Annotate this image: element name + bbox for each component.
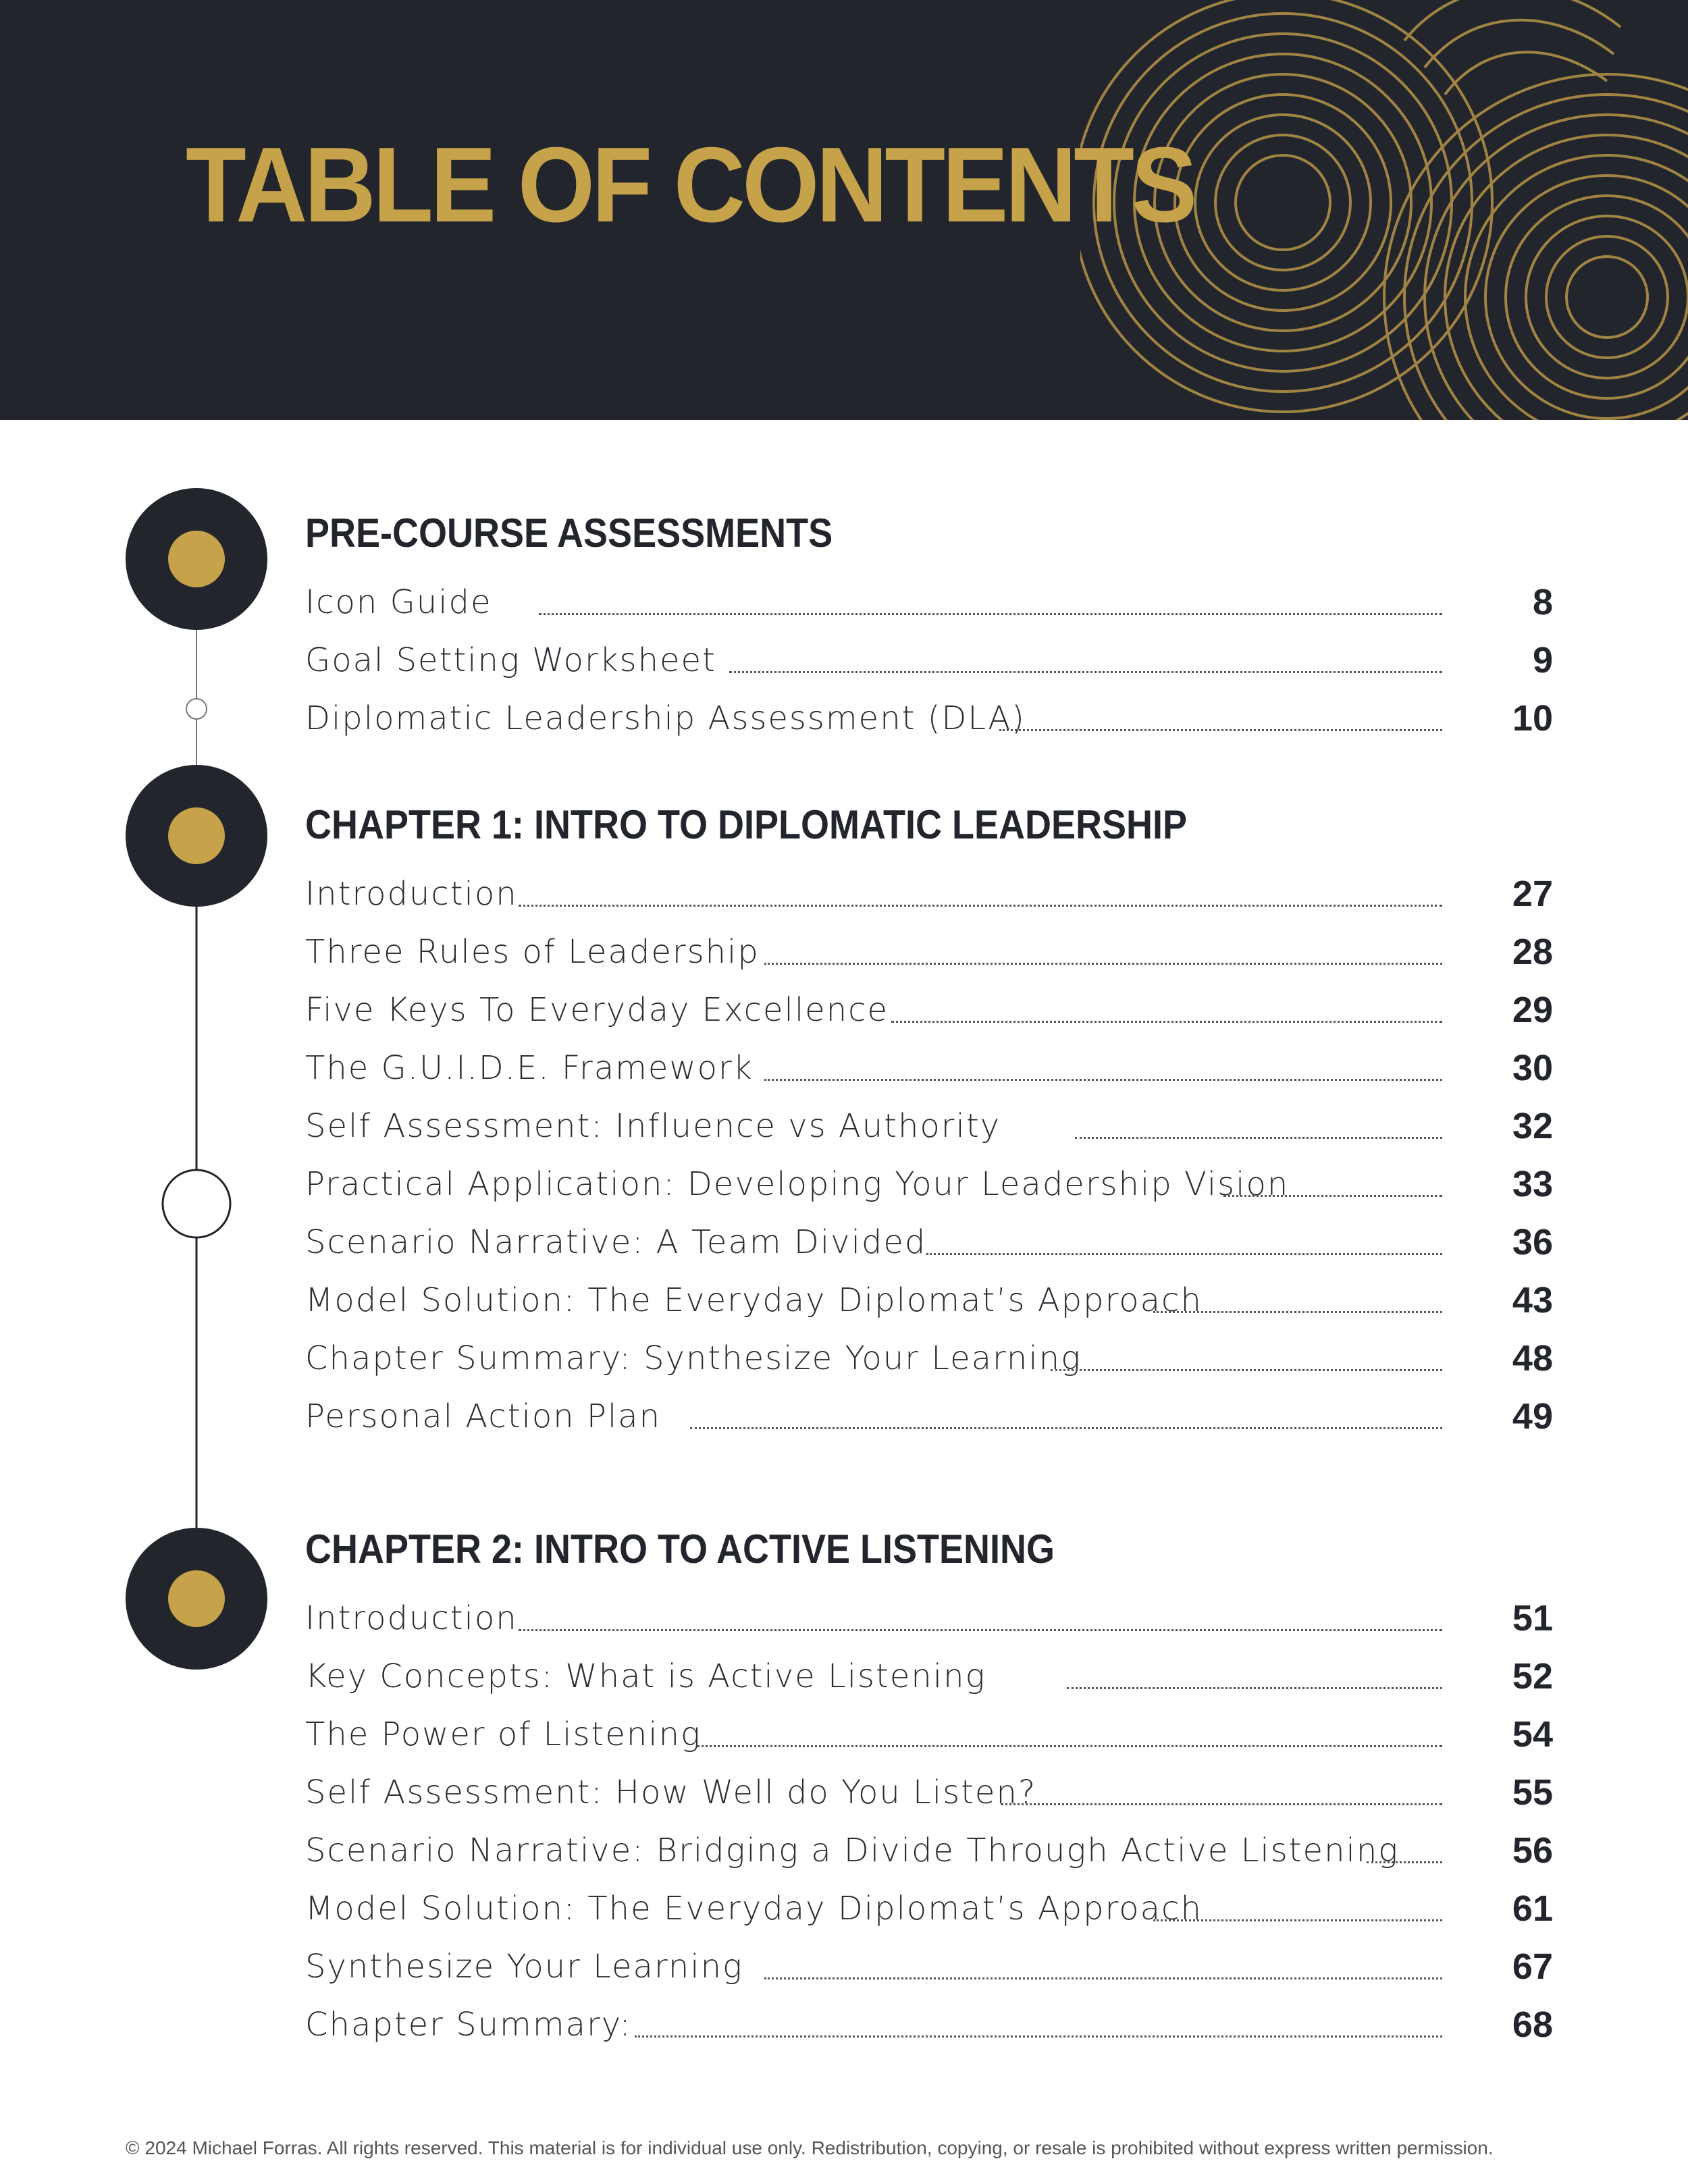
toc-entry[interactable] (305, 575, 1553, 629)
dotted-leader (1153, 1919, 1442, 1921)
toc-entry-page: 10 (1512, 698, 1553, 739)
toc-entry-page: 54 (1512, 1714, 1553, 1755)
dotted-leader (891, 1021, 1442, 1023)
toc-entry-page: 67 (1512, 1946, 1553, 1987)
toc-entry[interactable] (305, 1215, 1553, 1269)
dotted-leader (697, 1745, 1442, 1747)
toc-entry[interactable] (305, 1823, 1553, 1877)
section-title-chapter-1: CHAPTER 1: INTRO TO DIPLOMATIC LEADERSHIP (305, 802, 1188, 847)
toc-entry-page: 30 (1512, 1048, 1553, 1088)
toc-entry[interactable] (305, 1273, 1553, 1327)
toc-entry-page: 27 (1512, 874, 1553, 914)
toc-entry-label: Self Assessment: Influence vs Authority (305, 1107, 1001, 1145)
toc-entry[interactable] (305, 1389, 1553, 1443)
toc-entry-page: 43 (1512, 1280, 1553, 1321)
dotted-leader (539, 613, 1442, 615)
toc-entry[interactable] (305, 633, 1553, 687)
dotted-leader (1223, 1195, 1442, 1197)
toc-entry-page: 51 (1512, 1598, 1553, 1639)
dotted-leader (729, 671, 1442, 673)
toc-entry-label: Self Assessment: How Well do You Listen? (305, 1774, 1037, 1811)
dotted-leader (1067, 1687, 1442, 1689)
toc-entry-label: Personal Action Plan (305, 1397, 662, 1435)
dotted-leader (519, 905, 1442, 907)
toc-entry-page: 56 (1512, 1830, 1553, 1871)
dotted-leader (926, 1253, 1442, 1255)
toc-entry-label: Goal Setting Worksheet (305, 641, 716, 679)
toc-entry[interactable] (305, 1940, 1553, 1994)
toc-entry-label: Key Concepts: What is Active Listening (305, 1657, 986, 1695)
dotted-leader (635, 2035, 1442, 2037)
section-title-chapter-2: CHAPTER 2: INTRO TO ACTIVE LISTENING (305, 1526, 1055, 1572)
section-title-pre-course: PRE-COURSE ASSESSMENTS (305, 510, 833, 556)
dotted-leader (1075, 1137, 1442, 1139)
toc-entry-page: 36 (1512, 1222, 1553, 1262)
toc-entry-label: Model Solution: The Everyday Diplomat’s Approach (305, 1281, 1203, 1319)
toc-entry-label: Three Rules of Leadership (305, 933, 760, 971)
toc-entry-page: 33 (1512, 1164, 1553, 1204)
toc-entry-label: Scenario Narrative: A Team Divided (305, 1223, 927, 1261)
dotted-leader (764, 963, 1442, 965)
dotted-leader (1153, 1311, 1442, 1313)
toc-entry[interactable] (305, 1707, 1553, 1761)
dotted-leader (1367, 1861, 1442, 1863)
toc-entry-page: 8 (1532, 582, 1553, 622)
toc-entry-page: 55 (1512, 1772, 1553, 1813)
toc-entry-page: 61 (1512, 1888, 1553, 1929)
toc-entry-label: Introduction (305, 1599, 518, 1637)
dotted-leader (1001, 1803, 1442, 1805)
toc-entry-page: 48 (1512, 1338, 1553, 1379)
toc-entry[interactable] (305, 1591, 1553, 1645)
toc-entry-label: Chapter Summary: (305, 2006, 632, 2044)
toc-entry[interactable] (305, 1099, 1553, 1153)
toc-entry[interactable] (305, 1998, 1553, 2052)
dotted-leader (690, 1427, 1442, 1429)
toc-entry-label: Practical Application: Developing Your Leadership Vision (305, 1165, 1290, 1203)
toc-entry[interactable] (305, 1331, 1553, 1385)
toc-entry[interactable] (305, 1882, 1553, 1936)
page-title: TABLE OF CONTENTS (186, 126, 1194, 244)
toc-entry[interactable] (305, 1765, 1553, 1819)
toc-entry[interactable] (305, 867, 1553, 921)
toc-entry-page: 32 (1512, 1106, 1553, 1146)
toc-entry-page: 28 (1512, 932, 1553, 972)
copyright-footer: © 2024 Michael Forras. All rights reserved. This material is for individual use only. Redistribution, copying, or resale is prohibited without express written permission. (126, 2137, 1494, 2158)
toc-entry[interactable] (305, 1041, 1553, 1095)
toc-entry-label: Five Keys To Everyday Excellence (305, 991, 889, 1029)
toc-entry-label: Introduction (305, 875, 518, 913)
toc-entry-label: Model Solution: The Everyday Diplomat’s Approach (305, 1890, 1203, 1927)
toc-entry-label: Synthesize Your Learning (305, 1948, 743, 1986)
toc-entry-label: The G.U.I.D.E. Framework (305, 1049, 754, 1087)
dotted-leader (519, 1629, 1442, 1631)
toc-entry[interactable] (305, 1649, 1553, 1703)
toc-entry[interactable] (305, 925, 1553, 979)
toc-entry[interactable] (305, 691, 1553, 745)
toc-entry[interactable] (305, 1157, 1553, 1211)
toc-entry-label: Icon Guide (305, 583, 492, 621)
header-banner (0, 0, 1688, 420)
toc-entry-page: 49 (1512, 1396, 1553, 1437)
toc-entry[interactable] (305, 983, 1553, 1037)
dotted-leader (999, 729, 1442, 731)
dotted-leader (1051, 1369, 1442, 1371)
toc-entry-page: 9 (1532, 640, 1553, 681)
toc-entry-label: Diplomatic Leadership Assessment (DLA) (305, 699, 1026, 737)
timeline-graphic (0, 419, 284, 1701)
toc-entry-page: 52 (1512, 1656, 1553, 1697)
toc-entry-label: The Power of Listening (305, 1715, 702, 1753)
dotted-leader (764, 1079, 1442, 1081)
toc-entry-page: 29 (1512, 990, 1553, 1030)
toc-entry-label: Chapter Summary: Synthesize Your Learning (305, 1339, 1082, 1377)
dotted-leader (764, 1977, 1442, 1979)
toc-entry-page: 68 (1512, 2004, 1553, 2045)
toc-entry-label: Scenario Narrative: Bridging a Divide Through Active Listening (305, 1832, 1400, 1869)
